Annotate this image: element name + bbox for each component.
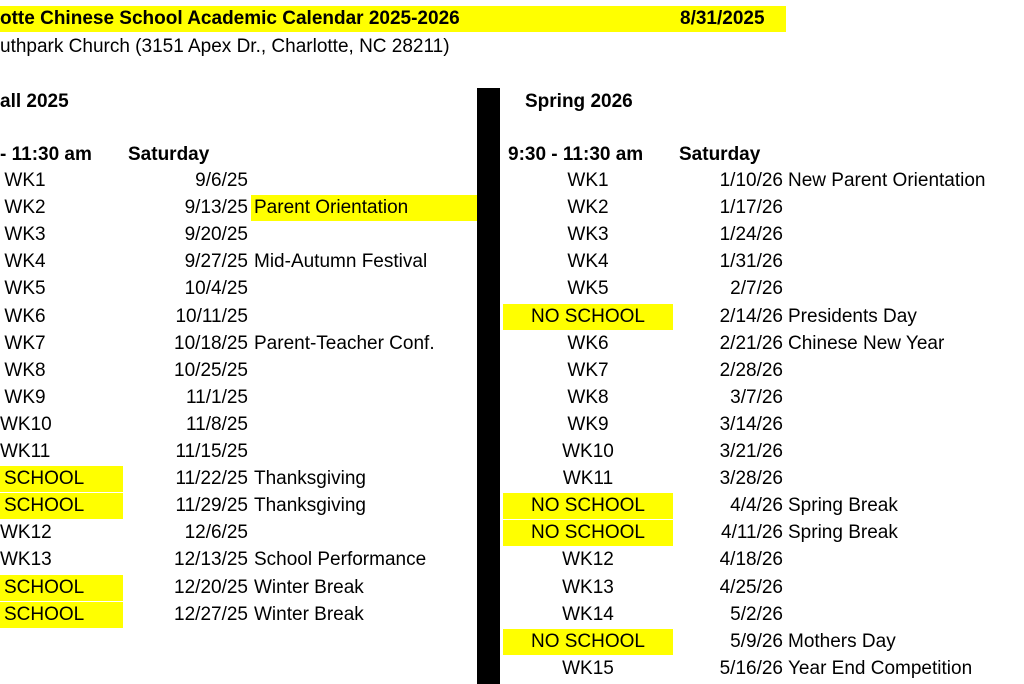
fall-week-cell: WK5 <box>4 278 46 300</box>
fall-week-cell: SCHOOL <box>0 602 123 628</box>
spring-note-cell: Mothers Day <box>788 630 896 652</box>
fall-note-cell: Parent-Teacher Conf. <box>254 332 435 354</box>
fall-date-cell: 12/13/25 <box>174 549 248 571</box>
spring-note-cell: Year End Competition <box>788 657 973 679</box>
spring-date-cell: 2/14/26 <box>719 305 783 327</box>
fall-note-cell: Parent Orientation <box>251 195 477 221</box>
spring-date-cell: 1/24/26 <box>719 224 783 246</box>
spring-note-cell: Chinese New Year <box>788 332 945 354</box>
fall-date-cell: 10/18/25 <box>174 332 248 354</box>
fall-week-cell: WK3 <box>4 224 46 246</box>
fall-date-cell: 9/13/25 <box>184 197 248 219</box>
calendar-date: 8/31/2025 <box>680 8 765 29</box>
spring-date-cell: 3/21/26 <box>719 441 783 462</box>
fall-date-cell: 11/15/25 <box>175 441 248 462</box>
fall-date-cell: 11/8/25 <box>186 413 248 435</box>
spring-date-cell: 1/31/26 <box>719 251 783 273</box>
spring-week-cell: WK3 <box>567 224 609 246</box>
spring-week-cell: WK1 <box>567 170 609 191</box>
fall-week-cell: WK7 <box>4 332 46 354</box>
calendar-title: otte Chinese School Academic Calendar 2025-2026 <box>0 8 460 29</box>
fall-date-cell: 10/4/25 <box>184 278 248 300</box>
spring-note-cell: New Parent Orientation <box>788 170 986 191</box>
fall-day-header: Saturday <box>128 144 210 165</box>
spring-date-cell: 3/7/26 <box>730 386 783 408</box>
fall-week-cell: WK11 <box>0 441 51 462</box>
fall-week-cell: WK2 <box>4 197 46 219</box>
spring-week-cell: WK7 <box>567 359 609 381</box>
fall-date-cell: 11/22/25 <box>175 468 248 490</box>
fall-note-cell: School Performance <box>254 549 427 571</box>
fall-week-cell: WK1 <box>4 170 46 191</box>
spring-time-header: 9:30 - 11:30 am <box>508 144 644 165</box>
spring-week-cell: WK13 <box>562 576 614 598</box>
spring-heading: Spring 2026 <box>525 91 633 112</box>
spring-date-cell: 4/18/26 <box>719 549 783 571</box>
spring-week-cell: WK14 <box>562 603 614 625</box>
spring-date-cell: 3/14/26 <box>719 413 783 435</box>
fall-week-cell: SCHOOL <box>0 493 123 519</box>
fall-week-cell: WK9 <box>4 386 46 408</box>
spring-week-cell: WK4 <box>567 251 609 273</box>
fall-date-cell: 9/20/25 <box>184 224 248 246</box>
fall-week-cell: WK4 <box>4 251 46 273</box>
spring-day-header: Saturday <box>679 144 761 165</box>
fall-date-cell: 11/29/25 <box>175 495 248 517</box>
spring-date-cell: 4/4/26 <box>730 495 783 517</box>
fall-note-cell: Thanksgiving <box>254 495 366 517</box>
spring-note-cell: Spring Break <box>788 522 898 544</box>
location-line: uthpark Church (3151 Apex Dr., Charlotte, NC 28211) <box>0 36 450 57</box>
spring-note-cell: Spring Break <box>788 495 898 517</box>
spring-week-cell: WK11 <box>562 468 614 490</box>
fall-date-cell: 12/27/25 <box>174 603 248 625</box>
fall-date-cell: 11/1/25 <box>186 386 248 408</box>
spring-date-cell: 5/9/26 <box>730 630 783 652</box>
spring-note-cell: Presidents Day <box>788 305 917 327</box>
spring-date-cell: 3/28/26 <box>719 468 783 490</box>
fall-date-cell: 10/11/25 <box>175 305 248 327</box>
fall-week-cell: WK10 <box>0 413 52 435</box>
fall-week-cell: WK13 <box>0 549 52 571</box>
spring-week-cell: WK2 <box>567 197 609 219</box>
fall-week-cell: WK8 <box>4 359 46 381</box>
spring-week-cell: WK6 <box>567 332 609 354</box>
spring-date-cell: 1/10/26 <box>719 170 783 191</box>
spring-week-cell: NO SCHOOL <box>503 629 673 655</box>
spring-week-cell: WK15 <box>562 657 614 679</box>
fall-note-cell: Winter Break <box>254 603 364 625</box>
fall-date-cell: 9/27/25 <box>184 251 248 273</box>
fall-date-cell: 12/6/25 <box>184 522 248 544</box>
spring-date-cell: 2/28/26 <box>719 359 783 381</box>
fall-date-cell: 12/20/25 <box>174 576 248 598</box>
fall-heading: all 2025 <box>0 91 69 112</box>
spring-date-cell: 5/2/26 <box>730 603 783 625</box>
fall-note-cell: Thanksgiving <box>254 468 366 490</box>
fall-week-cell: SCHOOL <box>0 466 123 492</box>
spring-date-cell: 2/21/26 <box>719 332 783 354</box>
fall-week-cell: WK12 <box>0 522 52 544</box>
fall-date-cell: 10/25/25 <box>174 359 248 381</box>
fall-note-cell: Winter Break <box>254 576 364 598</box>
spring-week-cell: NO SCHOOL <box>503 520 673 546</box>
column-divider <box>477 88 500 684</box>
spring-week-cell: WK9 <box>567 413 609 435</box>
spring-week-cell: WK5 <box>567 278 609 300</box>
spring-date-cell: 2/7/26 <box>730 278 783 300</box>
fall-date-cell: 9/6/25 <box>195 170 248 191</box>
fall-week-cell: WK6 <box>4 305 46 327</box>
spring-week-cell: WK12 <box>562 549 614 571</box>
spring-date-cell: 5/16/26 <box>719 657 783 679</box>
spring-week-cell: NO SCHOOL <box>503 493 673 519</box>
fall-note-cell: Mid-Autumn Festival <box>254 251 428 273</box>
spring-week-cell: WK8 <box>567 386 609 408</box>
spring-week-cell: WK10 <box>562 441 614 462</box>
fall-time-header: - 11:30 am <box>0 144 92 165</box>
spring-date-cell: 1/17/26 <box>719 197 783 219</box>
spring-date-cell: 4/25/26 <box>719 576 783 598</box>
spring-date-cell: 4/11/26 <box>721 522 783 544</box>
spring-week-cell: NO SCHOOL <box>503 304 673 330</box>
fall-week-cell: SCHOOL <box>0 575 123 601</box>
